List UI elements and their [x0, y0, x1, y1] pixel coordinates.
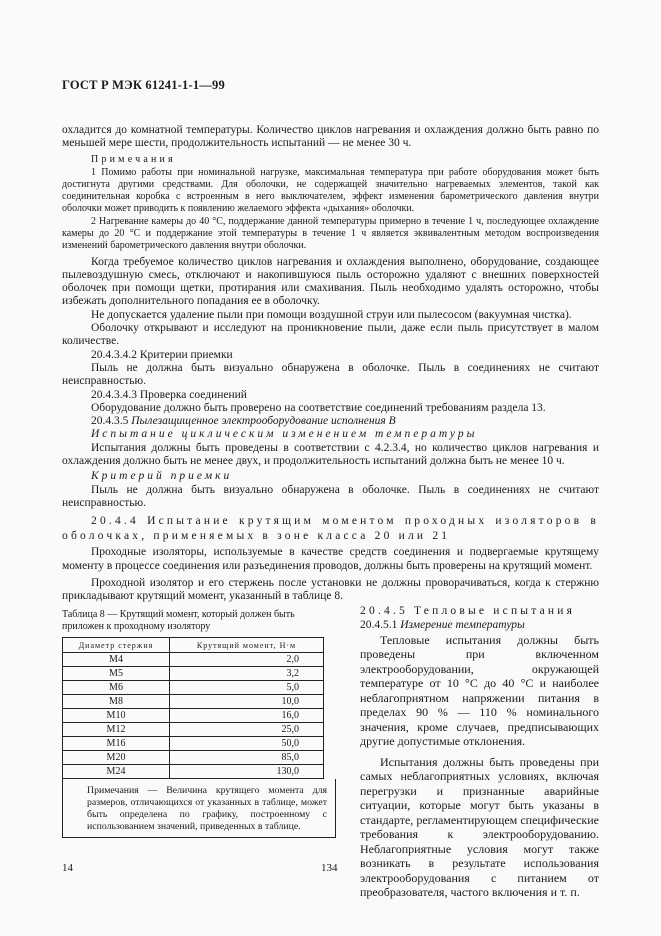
cell-diameter: М6 — [63, 681, 170, 695]
cell-torque: 50,0 — [170, 737, 324, 751]
cell-torque: 25,0 — [170, 723, 324, 737]
table-row — [63, 765, 324, 779]
section-20-4-3-4-2: 20.4.3.4.2 Критерии приемки — [91, 348, 233, 361]
section-20-4-5: 20.4.5 Тепловые испытания — [360, 605, 576, 617]
page-number-center: 134 — [321, 862, 338, 874]
paragraph-unfavourable-conditions: Испытания должны быть проведены при самых неблагоприятных условиях, включая перегрузки и признанные аварийные ситуации, которые могут быть указаны в стандарте, регламентирующем специфические требования к электрооборудованию. Неблагоприятные условия могут также возникать в результате использования электрооборудования с питанием от преобразователя, частого включения и т. п. — [360, 754, 599, 900]
acceptance-heading: Критерий приемки — [91, 470, 233, 483]
document-header: ГОСТ Р МЭК 61241-1-1—99 — [62, 78, 225, 92]
cell-diameter: М20 — [63, 751, 170, 765]
right-column — [360, 605, 599, 900]
table-caption: Таблица 8 — Крутящий момент, который должен быть приложен к проходному изолятору — [62, 609, 295, 632]
section-number: 20.4.3.5 — [91, 415, 129, 428]
table-row — [63, 653, 324, 667]
paragraph-acceptance-1: Пыль не должна быть визуально обнаружена в оболочке. Пыль в соединениях не считают неисправностью. — [62, 361, 599, 388]
section-20-4-3-5 — [62, 415, 599, 428]
cell-diameter: М24 — [63, 765, 170, 779]
table-row — [63, 695, 324, 709]
table-header-row — [63, 638, 324, 653]
col-torque: Крутящий момент, Н·м — [170, 638, 324, 653]
paragraph-connections: Оборудование должно быть проверено на соответствие соединений требованиям раздела 13. — [91, 401, 546, 414]
table-row — [63, 751, 324, 765]
main-text-top — [62, 124, 599, 603]
paragraph-acceptance-2: Пыль не должна быть визуально обнаружена в оболочке. Пыль в соединениях не считают неисправностью. — [62, 483, 599, 509]
paragraph-thermal-tests: Тепловые испытания должны быть проведены при включенном электрооборудовании, окружающей температуре от 10 °С до 40 °С и наиболее неблагоприятном напряжении питания в пределах 90 % — 110 % номинального значения, кроме случаев, предписывающих другие допустимые отклонения. — [360, 632, 599, 749]
torque-table — [62, 637, 324, 779]
paragraph-bushings: Проходные изоляторы, используемые в качестве средств соединения и подвергаемые крутящему моменту в процессе соединения или разъединения проводов, должны быть проверены на крутящий момент. — [62, 546, 599, 572]
cell-diameter: М5 — [63, 667, 170, 681]
table-row — [63, 737, 324, 751]
cell-torque: 130,0 — [170, 765, 324, 779]
paragraph-cyclic-test: Испытания должны быть проведены в соответствии с 4.2.3.4, но количество циклов нагревания и охлаждения должно быть не менее двух, и продолжительность испытаний должна быть не менее 10 ч. — [62, 441, 599, 468]
paragraph-continuation: охладится до комнатной температуры. Количество циклов нагревания и охлаждения должно быть равно по меньшей мере шести, продолжительность испытаний — не менее 30 ч. — [62, 124, 599, 150]
cell-diameter: М8 — [63, 695, 170, 709]
cell-torque: 2,0 — [170, 653, 324, 667]
note-2: 2 Нагревание камеры до 40 °С, поддержание данной температуры примерно в течение 1 ч, последующее охлаждение камеры до 20 °С и поддержание этой температуры в течение 1 ч является эквивалентным методом воспроизведения изменений барометрического давления внутри оболочки. — [62, 215, 599, 251]
table-row — [63, 723, 324, 737]
page-number-left: 14 — [62, 862, 73, 874]
table-row — [63, 667, 324, 681]
table-row — [63, 681, 324, 695]
paragraph-bushing-rotation: Проходной изолятор и его стержень после установки не должны проворачиваться, когда к стержню прикладывают крутящий момент, указанный в таблице 8. — [62, 576, 599, 603]
cell-diameter: М12 — [63, 723, 170, 737]
table-8-block — [62, 609, 336, 838]
notes-heading: Примечания — [91, 153, 176, 165]
cell-torque: 3,2 — [170, 667, 324, 681]
paragraph-dust-removal: Когда требуемое количество циклов нагревания и охлаждения выполнено, оборудование, создающее пылевоздушную смесь, отключают и накопившуюся пыль осторожно удаляют с внешних поверхностей оболочек при помощи щетки, протирания или смахивания. Пыль необходимо удалять осторожно, чтобы избежать дополнительного попадания ее в оболочку. — [62, 255, 599, 308]
cell-diameter: М10 — [63, 709, 170, 723]
paragraph-no-air-jet: Не допускается удаление пыли при помощи воздушной струи или пылесосом (вакуумная чистка). — [91, 308, 572, 321]
section-title: Пылезащищенное электрооборудование исполнения В — [131, 415, 396, 428]
table-row — [63, 709, 324, 723]
cell-torque: 16,0 — [170, 709, 324, 723]
cyclic-test-heading: Испытание циклическим изменением температуры — [91, 428, 478, 441]
cell-torque: 10,0 — [170, 695, 324, 709]
cell-diameter: М16 — [63, 737, 170, 751]
section-number-20-4-5-1: 20.4.5.1 — [360, 619, 398, 632]
section-20-4-4: 20.4.4 Испытание крутящим моментом проходных изоляторов в оболочках, применяемых в зоне класса 20 или 21 — [62, 515, 599, 543]
section-title-20-4-5-1: Измерение температуры — [400, 619, 525, 632]
cell-torque: 5,0 — [170, 681, 324, 695]
table-note-box — [62, 779, 336, 838]
note-1: 1 Помимо работы при номинальной нагрузке, максимальная температура при работе оборудования может быть достигнута другими средствами. Для оболочки, не содержащей значительно нагреваемых элементов, такой как соединительная коробка с встроенным в него выключателем, эффект изменения барометрического давления внутри оболочки может приводить к появлению желаемого эффекта «дыхания» оболочки. — [62, 166, 599, 214]
paragraph-open-enclosure: Оболочку открывают и исследуют на проникновение пыли, даже если пыль присутствует в малом количестве. — [62, 322, 599, 348]
table-note: Примечания — Величина крутящего момента для размеров, отличающихся от указанных в таблице, может быть определена по графику, построенному с использованием значений, приведенных в таблице. — [87, 785, 327, 832]
cell-torque: 85,0 — [170, 751, 324, 765]
col-diameter: Диаметр стержня — [63, 638, 170, 653]
section-20-4-3-4-3: 20.4.3.4.3 Проверка соединений — [91, 388, 247, 401]
cell-diameter: М4 — [63, 653, 170, 667]
